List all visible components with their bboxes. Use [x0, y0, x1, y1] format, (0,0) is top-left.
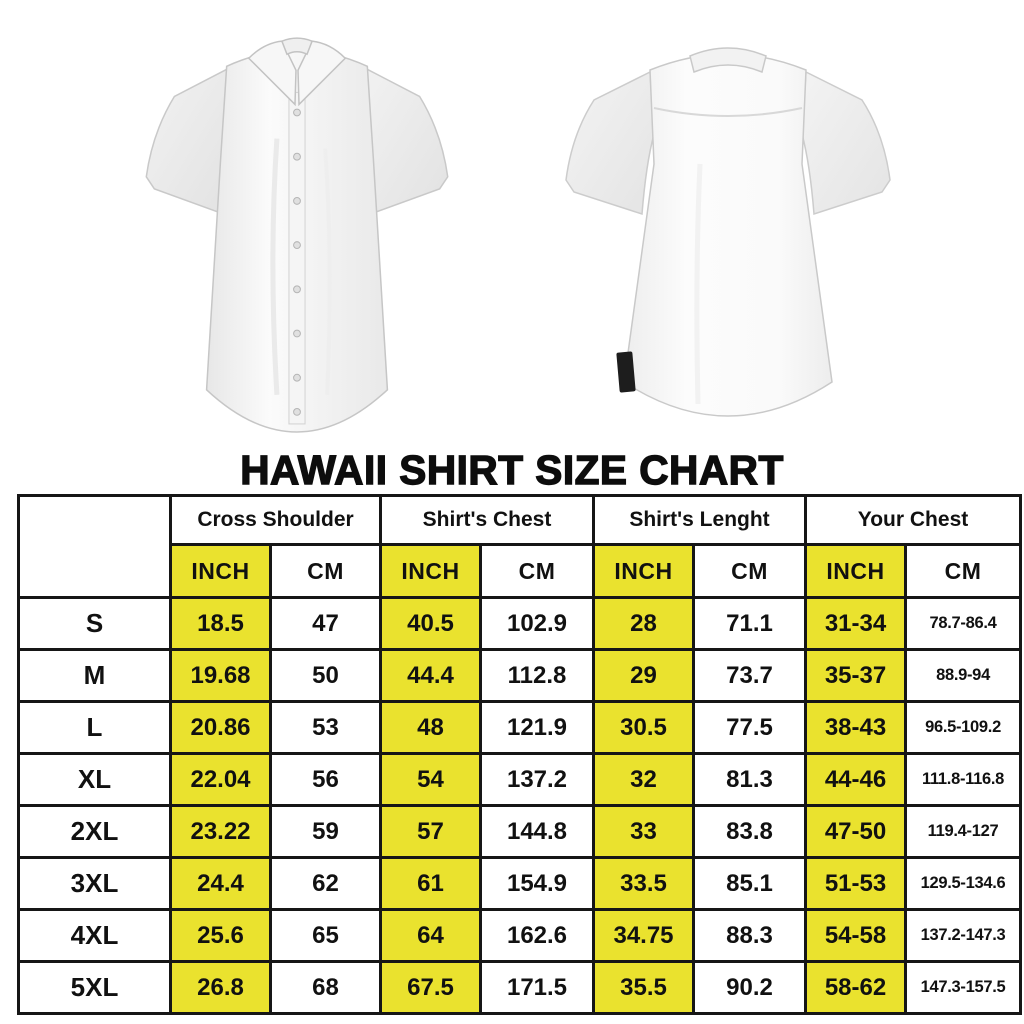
inch-value: 35.5: [594, 962, 694, 1014]
inch-value: 29: [594, 650, 694, 702]
inch-value: 34.75: [594, 910, 694, 962]
cm-value: 90.2: [694, 962, 806, 1014]
inch-value: 61: [381, 858, 481, 910]
cm-value: 47: [271, 598, 381, 650]
cm-value: 78.7-86.4: [906, 598, 1021, 650]
inch-value: 51-53: [806, 858, 906, 910]
unit-header-cm: CM: [694, 545, 806, 598]
group-header-cross-shoulder: Cross Shoulder: [171, 496, 381, 545]
inch-value: 54-58: [806, 910, 906, 962]
group-header-shirts-lenght: Shirt's Lenght: [594, 496, 806, 545]
inch-value: 57: [381, 806, 481, 858]
cm-value: 137.2: [481, 754, 594, 806]
unit-header-cm: CM: [271, 545, 381, 598]
size-label: 3XL: [19, 858, 171, 910]
inch-value: 67.5: [381, 962, 481, 1014]
cm-value: 121.9: [481, 702, 594, 754]
unit-header-inch: INCH: [806, 545, 906, 598]
size-label: 4XL: [19, 910, 171, 962]
cm-value: 88.3: [694, 910, 806, 962]
page-title: HAWAII SHIRT SIZE CHART: [240, 447, 784, 493]
size-row-4xl: [19, 910, 1021, 962]
unit-header-inch: INCH: [594, 545, 694, 598]
group-header-row: [19, 496, 1021, 545]
size-row-3xl: [19, 858, 1021, 910]
cm-value: 137.2-147.3: [906, 910, 1021, 962]
back-right-sleeve: [802, 72, 890, 214]
cm-value: 73.7: [694, 650, 806, 702]
cm-value: 111.8-116.8: [906, 754, 1021, 806]
inch-value: 54: [381, 754, 481, 806]
cm-value: 53: [271, 702, 381, 754]
shirt-front-image: [126, 8, 468, 438]
cm-value: 154.9: [481, 858, 594, 910]
cm-value: 147.3-157.5: [906, 962, 1021, 1014]
inch-value: 64: [381, 910, 481, 962]
inch-value: 48: [381, 702, 481, 754]
inch-value: 44-46: [806, 754, 906, 806]
corner-cell: [19, 496, 171, 598]
inch-value: 47-50: [806, 806, 906, 858]
cm-value: 65: [271, 910, 381, 962]
inch-value: 25.6: [171, 910, 271, 962]
size-label: 5XL: [19, 962, 171, 1014]
inch-value: 19.68: [171, 650, 271, 702]
cm-value: 56: [271, 754, 381, 806]
shirt-back-image: [540, 14, 916, 434]
cm-value: 77.5: [694, 702, 806, 754]
cm-value: 112.8: [481, 650, 594, 702]
cm-value: 62: [271, 858, 381, 910]
cm-value: 85.1: [694, 858, 806, 910]
inch-value: 31-34: [806, 598, 906, 650]
cm-value: 83.8: [694, 806, 806, 858]
inch-value: 35-37: [806, 650, 906, 702]
inch-value: 28: [594, 598, 694, 650]
cm-value: 71.1: [694, 598, 806, 650]
size-label: M: [19, 650, 171, 702]
size-label: S: [19, 598, 171, 650]
cm-value: 88.9-94: [906, 650, 1021, 702]
unit-header-inch: INCH: [171, 545, 271, 598]
inch-value: 44.4: [381, 650, 481, 702]
size-row-s: [19, 598, 1021, 650]
unit-header-cm: CM: [481, 545, 594, 598]
size-label: 2XL: [19, 806, 171, 858]
size-row-5xl: [19, 962, 1021, 1014]
cm-value: 144.8: [481, 806, 594, 858]
cm-value: 50: [271, 650, 381, 702]
back-left-sleeve: [566, 72, 654, 214]
size-chart-table: [17, 494, 1022, 1015]
inch-value: 40.5: [381, 598, 481, 650]
size-rows: [19, 598, 1021, 1014]
inch-value: 33: [594, 806, 694, 858]
inch-value: 26.8: [171, 962, 271, 1014]
group-header-your-chest: Your Chest: [806, 496, 1021, 545]
size-row-xl: [19, 754, 1021, 806]
inch-value: 30.5: [594, 702, 694, 754]
size-row-l: [19, 702, 1021, 754]
inch-value: 32: [594, 754, 694, 806]
cm-value: 59: [271, 806, 381, 858]
size-row-2xl: [19, 806, 1021, 858]
inch-value: 18.5: [171, 598, 271, 650]
unit-header-inch: INCH: [381, 545, 481, 598]
inch-value: 22.04: [171, 754, 271, 806]
inch-value: 33.5: [594, 858, 694, 910]
cm-value: 96.5-109.2: [906, 702, 1021, 754]
inch-value: 23.22: [171, 806, 271, 858]
inch-value: 58-62: [806, 962, 906, 1014]
size-label: L: [19, 702, 171, 754]
unit-header-cm: CM: [906, 545, 1021, 598]
inch-value: 38-43: [806, 702, 906, 754]
cm-value: 129.5-134.6: [906, 858, 1021, 910]
cm-value: 162.6: [481, 910, 594, 962]
cm-value: 171.5: [481, 962, 594, 1014]
size-row-m: [19, 650, 1021, 702]
cm-value: 81.3: [694, 754, 806, 806]
group-header-shirts-chest: Shirt's Chest: [381, 496, 594, 545]
cm-value: 119.4-127: [906, 806, 1021, 858]
inch-value: 24.4: [171, 858, 271, 910]
size-label: XL: [19, 754, 171, 806]
cm-value: 102.9: [481, 598, 594, 650]
cm-value: 68: [271, 962, 381, 1014]
inch-value: 20.86: [171, 702, 271, 754]
